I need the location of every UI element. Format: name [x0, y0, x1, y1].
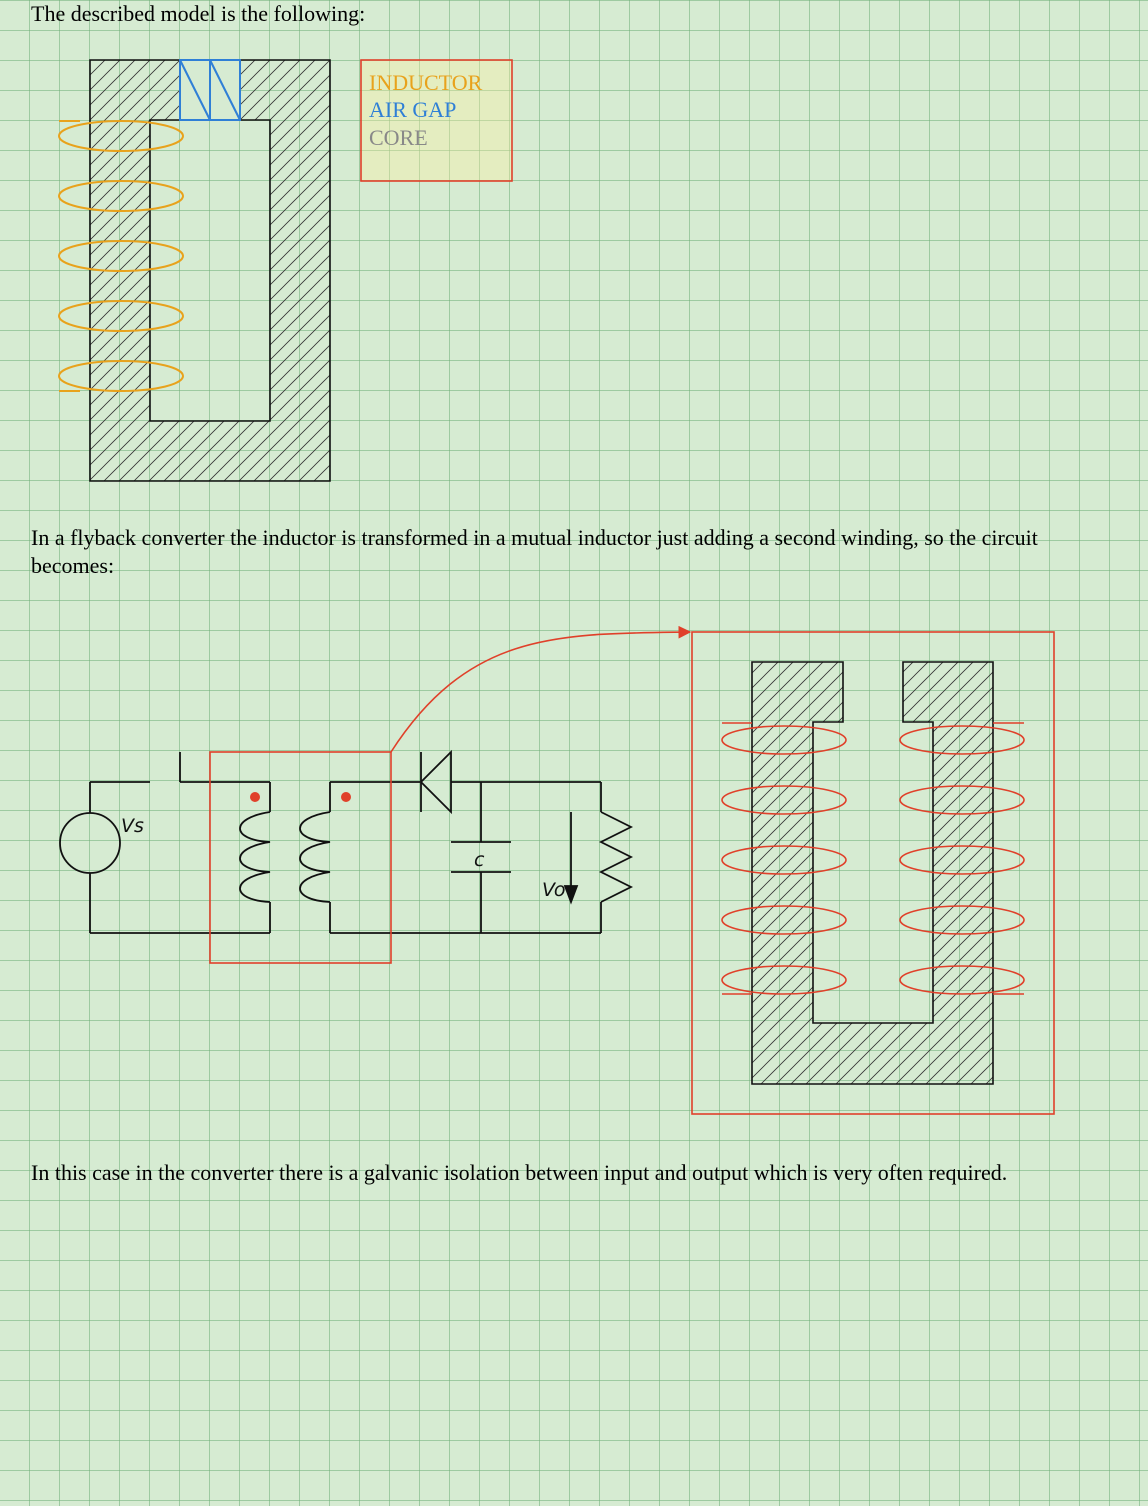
- voltage-source-icon: [60, 813, 120, 873]
- output-arrow-icon: [565, 886, 577, 902]
- resistor-icon: [601, 812, 631, 902]
- diode-icon: [421, 752, 451, 812]
- legend-box: [361, 60, 512, 181]
- air-gap-shape: [180, 60, 240, 120]
- primary-coil-icon: [240, 812, 270, 902]
- secondary-coil-icon: [300, 812, 330, 902]
- secondary-dot-icon: [341, 792, 351, 802]
- legend-core: CORE: [369, 125, 428, 150]
- source-label: Vs: [121, 815, 144, 837]
- primary-dot-icon: [250, 792, 260, 802]
- legend-air-gap: AIR GAP: [369, 97, 457, 122]
- mutual-inductor-figure: [692, 632, 1054, 1114]
- flyback-circuit: [60, 752, 631, 933]
- legend-inductor: INDUCTOR: [369, 70, 483, 95]
- isolation-paragraph: In this case in the converter there is a galvanic isolation between input and output which is very often required.: [31, 1160, 1008, 1185]
- flyback-paragraph: In a flyback converter the inductor is transformed in a mutual inductor just adding a second winding, so the circuit becomes:: [31, 525, 1038, 578]
- output-voltage-label: Vo: [542, 879, 566, 901]
- core-model-figure: [59, 60, 512, 481]
- callout-arrow: [391, 632, 690, 752]
- intro-paragraph: The described model is the following:: [31, 1, 366, 26]
- capacitor-label: c: [474, 849, 485, 871]
